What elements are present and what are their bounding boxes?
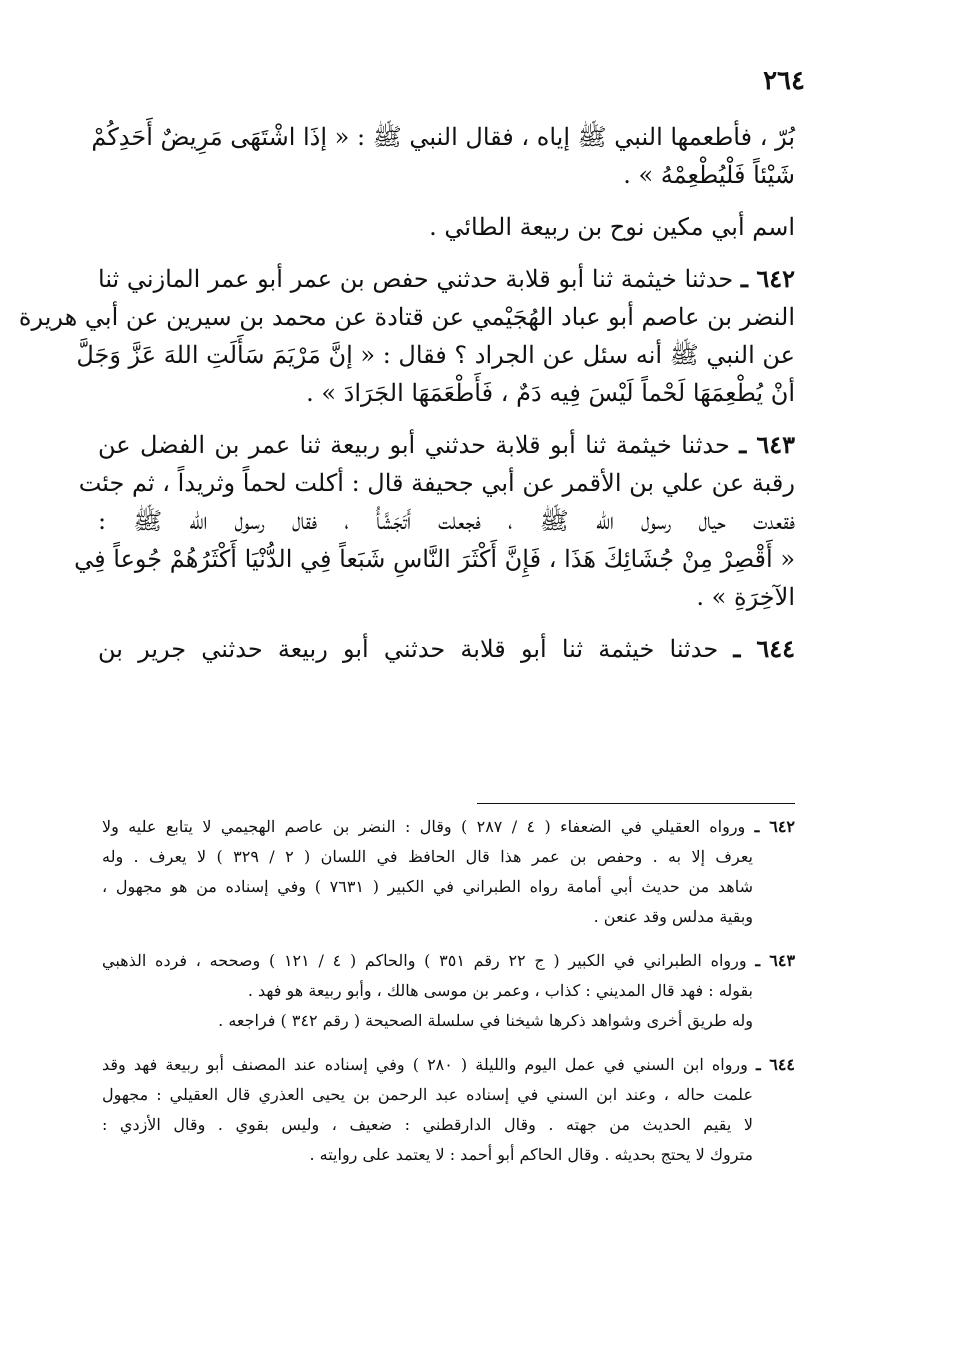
hadith-number: ٦٤٢ ـ	[740, 264, 795, 293]
footnote-line: وله طريق أخرى وشواهد ذكرها شيخنا في سلسلة الصحيحة ( رقم ٣٤٢ ) فراجعه .	[218, 1011, 753, 1030]
footnote-line: بقوله : فهد قال المديني : كذاب ، وعمر بن موسى هالك ، وأبو ربيعة هو فهد .	[247, 981, 753, 1000]
text-line: « أَقْصِرْ مِنْ جُشَائِكَ هَذَا ، فَإِنَّ أَكْثَرَ النَّاسِ شَبَعاً فِي الدُّنْيَا أَكْثَرُهُمْ جُوعاً فِي	[74, 545, 795, 573]
footnote-text: ورواه الطبراني في الكبير ( ج ٢٢ رقم ٣٥١ ) والحاكم ( ٤ / ١٢١ ) وصححه ، فرده الذهبي	[102, 951, 747, 970]
main-text	[18, 118, 795, 682]
footnote-line	[102, 1050, 795, 1080]
hadith-644	[98, 630, 795, 668]
text-line: عن النبي ﷺ أنه سئل عن الجراد ؟ فقال : « إنَّ مَرْيَمَ سَأَلَتِ اللهَ عَزَّ وَجَلَّ	[76, 341, 795, 369]
paragraph-name-note	[98, 208, 795, 246]
footnote-divider	[477, 803, 795, 804]
footnote-line	[102, 812, 795, 842]
hadith-643	[74, 426, 795, 616]
hadith-text: حدثنا خيثمة ثنا أبو قلابة حدثني أبو ربيعة حدثني جرير بن	[98, 635, 719, 663]
text-line	[98, 630, 795, 668]
text-line: شَيْئاً فَلْيُطْعِمْهُ » .	[623, 161, 795, 189]
footnote-number: ٦٤٤ ـ	[755, 1055, 796, 1074]
text-line: أنْ يُطْعِمَهَا لَحْماً لَيْسَ فِيه دَمٌ ، فَأَطْعَمَهَا الجَرَادَ » .	[306, 379, 795, 407]
text-line: رقبة عن علي بن الأقمر عن أبي جحيفة قال : أكلت لحماً وثريداً ، ثم جئت	[78, 469, 795, 497]
footnote-line: لا يقيم الحديث من جهته . وقال الدارقطني : ضعيف ، وليس بقوي . وقال الأزدي :	[102, 1115, 753, 1134]
footnote-text: ورواه ابن السني في عمل اليوم والليلة ( ٢٨٠ ) وفي إسناده عند المصنف أبو ربيعة فهد وقد	[102, 1055, 748, 1074]
paragraph-continuation	[91, 118, 795, 194]
footnote-643	[102, 946, 795, 1036]
text-line: الآخِرَةِ » .	[696, 583, 795, 611]
footnote-line: شاهد من حديث أبي أمامة رواه الطبراني في الكبير ( ٧٦٣١ ) وفي إسناده من هو مجهول ،	[102, 877, 754, 896]
footnote-number: ٦٤٢ ـ	[754, 817, 796, 836]
footnote-text: ورواه العقيلي في الضعفاء ( ٤ / ٢٨٧ ) وقال : النضر بن عاصم الهجيمي لا يتابع عليه ولا	[102, 817, 746, 836]
footnote-line: وبقية مدلس وقد عنعن .	[593, 907, 753, 926]
hadith-number: ٦٤٤ ـ	[733, 634, 795, 663]
text-line	[98, 260, 795, 298]
text-line: اسم أبي مكين نوح بن ربيعة الطائي .	[429, 213, 795, 241]
page-number: ٢٦٤	[763, 66, 805, 96]
hadith-text: حدثنا خيثمة ثنا أبو قلابة حدثني حفص بن عمر أبو عمر المازني ثنا	[98, 265, 734, 293]
footnote-line: علمت حاله ، وعند ابن السني في إسناده عبد الرحمن بن يحيى العذري قال العقيلي : مجهول	[102, 1085, 753, 1104]
text-line: بُرّ ، فأطعمها النبي ﷺ إياه ، فقال النبي ﷺ : « إذَا اشْتَهَى مَرِيضٌ أَحَدِكُمْ	[91, 123, 795, 151]
text-line	[98, 426, 795, 464]
footnotes	[102, 812, 795, 1184]
text-line: النضر بن عاصم أبو عباد الهُجَيْمي عن قتادة عن محمد بن سيرين عن أبي هريرة	[18, 303, 795, 331]
footnote-line	[102, 946, 795, 976]
hadith-number: ٦٤٣ ـ	[739, 430, 795, 459]
footnote-642	[102, 812, 795, 932]
hadith-642	[18, 260, 795, 412]
footnote-644	[102, 1050, 795, 1170]
text-line: فقعدت حيال رسول الله ﷺ ، فجعلت أَتَجَشَّأُ ، فقال رسول الله ﷺ :	[98, 507, 795, 535]
footnote-line: يعرف إلا به . وحفص بن عمر هذا قال الحافظ في اللسان ( ٢ / ٣٢٩ ) لا يعرف . وله	[102, 847, 754, 866]
hadith-text: حدثنا خيثمة ثنا أبو قلابة حدثني أبو ربيعة ثنا عمر بن الفضل عن	[98, 431, 730, 459]
footnote-number: ٦٤٣ ـ	[755, 951, 796, 970]
footnote-line: متروك لا يحتج بحديثه . وقال الحاكم أبو أحمد : لا يعتمد على روايته .	[309, 1145, 753, 1164]
